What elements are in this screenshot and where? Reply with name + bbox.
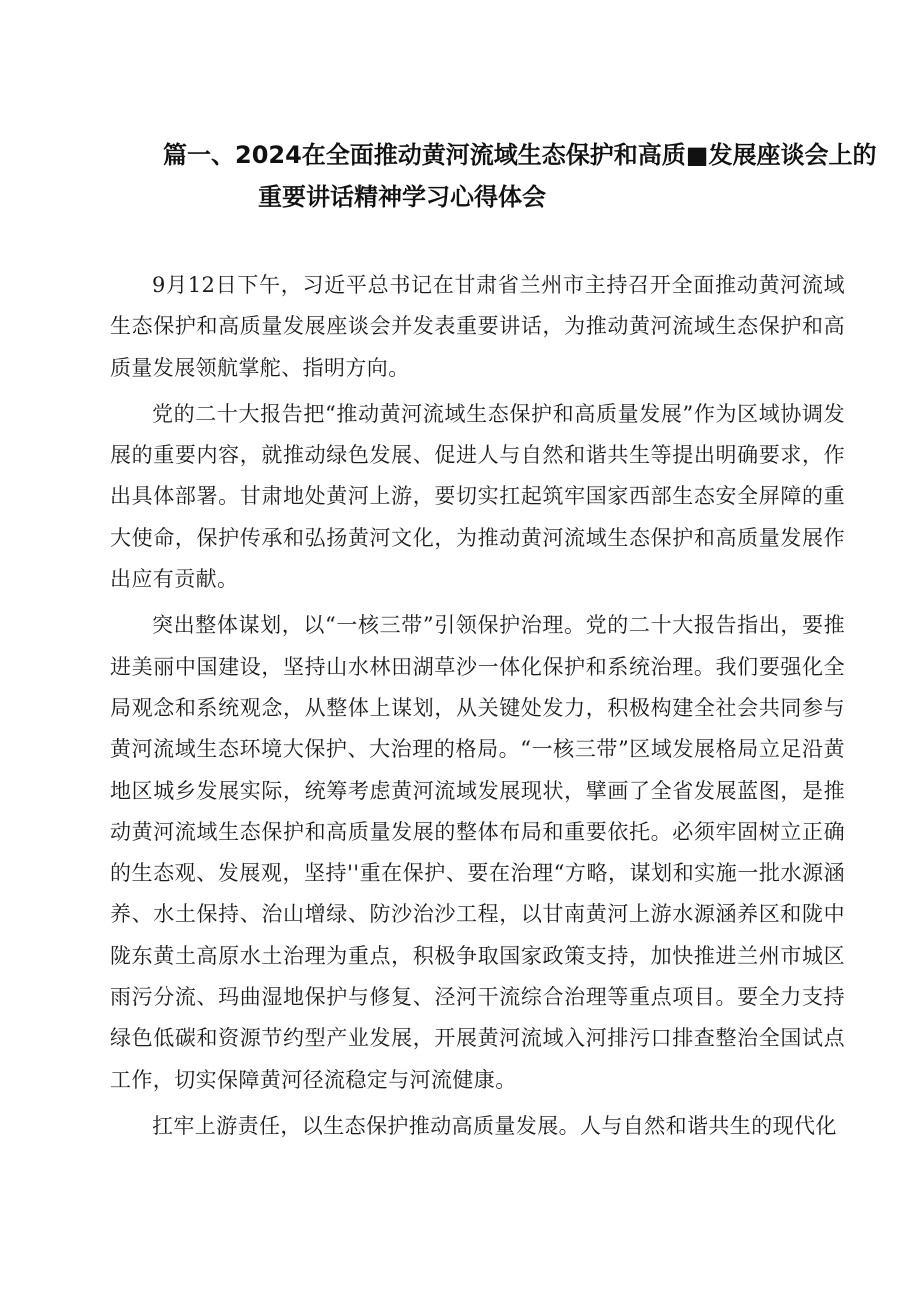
- document-body: [110, 265, 845, 1152]
- title-line-2: 重要讲话精神学习心得体会: [258, 183, 546, 211]
- paragraph: 扛牢上游责任，以生态保护推动高质量发展。人与自然和谐共生的现代化: [152, 1113, 837, 1138]
- paragraph: 党的二十大报告把“推动黄河流域生态保护和高质量发展”作为区域协调发展的重要内容，就推动绿色发展、促进人与自然和谐共生等提出明确要求，作出具体部署。甘肃地处黄河上游，要切实扛起筑牢国家西部生态安全屏障的重大使命，保护传承和弘扬黄河文化，为推动黄河流域生态保护和高质量发展作出应有贡献。: [110, 401, 845, 592]
- paragraph: 9月12日下午，习近平总书记在甘肃省兰州市主持召开全面推动黄河流域生态保护和高质量发展座谈会并发表重要讲话，为推动黄河流域生态保护和高质量发展领航掌舵、指明方向。: [110, 273, 845, 380]
- title-line-1: 篇一、2024在全面推动黄河流域生态保护和高质■发展座谈会上的: [163, 141, 877, 169]
- document-title: [0, 134, 920, 218]
- paragraph: 突出整体谋划，以“一核三带”引领保护治理。党的二十大报告指出，要推进美丽中国建设，坚持山水林田湖草沙一体化保护和系统治理。我们要强化全局观念和系统观念，从整体上谋划，从关键处发力，积极构建全社会共同参与黄河流域生态环境大保护、大治理的格局。“一核三带”区域发展格局立足沿黄地区城乡发展实际，统筹考虑黄河流域发展现状，擘画了全省发展蓝图，是推动黄河流域生态保护和高质量发展的整体布局和重要依托。必须牢固树立正确的生态观、发展观，坚持''重在保护、要在治理“方略，谋划和实施一批水源涵养、水土保持、治山增绿、防沙治沙工程，以甘南黄河上游水源涵养区和陇中陇东黄土高原水土治理为重点，积极争取国家政策支持，加快推进兰州市城区雨污分流、玛曲湿地保护与修复、泾河干流综合治理等重点项目。要全力支持绿色低碳和资源节约型产业发展，开展黄河流域入河排污口排查整治全国试点工作，切实保障黄河径流稳定与河流健康。: [110, 613, 845, 1092]
